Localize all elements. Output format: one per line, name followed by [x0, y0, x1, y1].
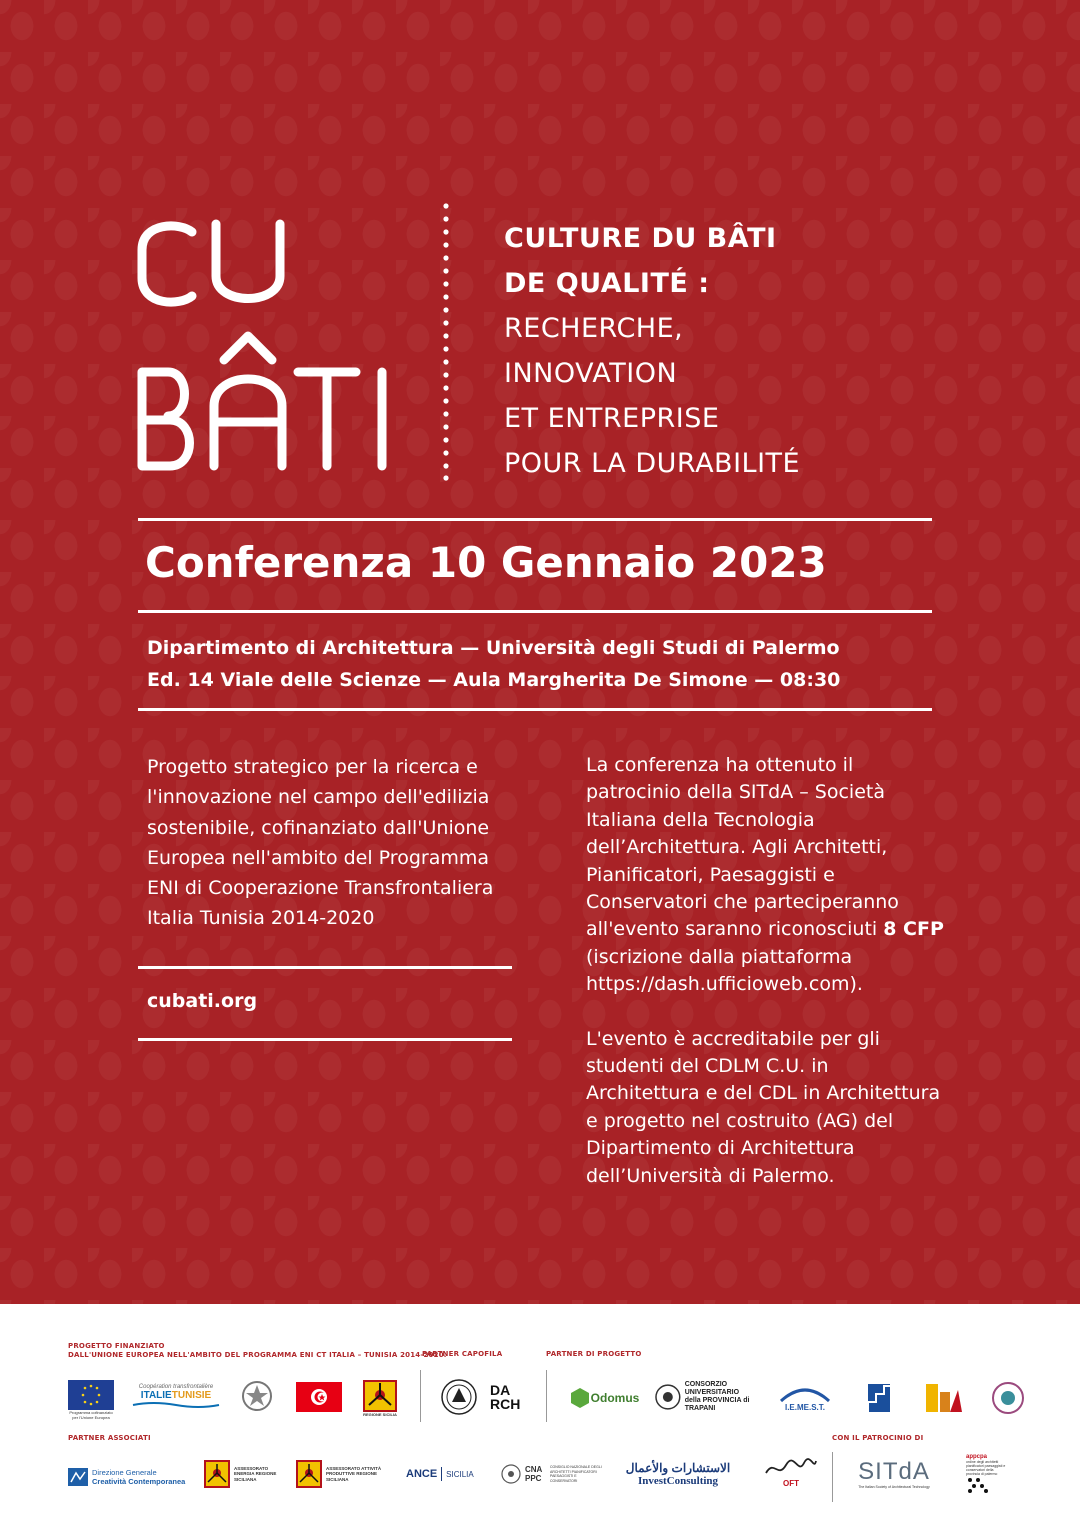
project-partners-label: PARTNER DI PROGETTO [546, 1350, 642, 1358]
conference-title: Conferenza 10 Gennaio 2023 [145, 538, 827, 587]
cubati-logo [130, 210, 400, 480]
venue-line: Dipartimento di Architettura — Università degli Studi di Palermo [147, 637, 840, 659]
appcpa-dots-icon [966, 1476, 990, 1494]
dgcc-line: Direzione Generale [92, 1468, 157, 1477]
funded-label [68, 1342, 447, 1360]
trinacria-icon [204, 1460, 230, 1488]
event-heading [504, 216, 800, 486]
heading-line: RECHERCHE, [504, 313, 684, 344]
assessorato-attivita-logo [296, 1458, 396, 1490]
footer-separator [420, 1370, 421, 1422]
consorzio-trapani-logo [654, 1380, 754, 1414]
funded-label-line: PROGETTO FINANZIATO [68, 1342, 165, 1350]
website-link[interactable]: cubati.org [147, 990, 258, 1012]
cnappc-emblem-icon [500, 1463, 522, 1485]
ance-name: ANCE [406, 1468, 438, 1480]
appcpa-name: appcpa [966, 1454, 988, 1460]
tunisie-word: TUNISIE [171, 1389, 212, 1401]
eu-caption: Programma cofinanziato per l'Unione Europea [69, 1410, 113, 1420]
energia-caption: ASSESSORATO ENERGIA REGIONE SICILIANA [234, 1465, 277, 1482]
regione-sicilia-logo [362, 1376, 398, 1420]
appcpa-sub: ordine degli architetti pianificatori paesaggisti e conservatori della provincia di palermo [966, 1460, 1006, 1476]
vertical-dotted-divider [441, 202, 451, 482]
cnappc-name: CNA PPC [525, 1465, 543, 1483]
consorzio-seal-icon [654, 1383, 682, 1411]
italie-tunisie-logo [128, 1376, 224, 1416]
consorzio-name: CONSORZIO UNIVERSITARIO della PROVINCIA di TRAPANI [684, 1381, 750, 1412]
odomus-logo [568, 1380, 640, 1416]
dgcc-line: Creatività Contemporanea [92, 1477, 186, 1486]
associated-partners-label: PARTNER ASSOCIATI [68, 1434, 151, 1442]
heading-line: CULTURE DU BÂTI [504, 223, 777, 254]
italie-word: ITALIE [140, 1389, 172, 1401]
heading-line: INNOVATION [504, 358, 678, 389]
odomus-name: Odomus [590, 1391, 640, 1405]
ance-sub: SICILIA [446, 1469, 474, 1479]
eu-flag-icon [68, 1380, 114, 1410]
patronage-paragraph [586, 752, 946, 999]
lead-partner-label: PARTNER CAPOFILA [422, 1350, 503, 1358]
partner-block-icon [866, 1382, 892, 1414]
odomus-hex-icon [569, 1387, 591, 1409]
divider-rule [138, 518, 932, 521]
sitda-sub: The Italian Society of Architectural Technology [858, 1485, 930, 1489]
heading-line: POUR LA DURABILITÉ [504, 448, 801, 479]
patronage-intro: La conferenza ha ottenuto il patrocinio della SITdA – Società Italiana della Tecnologia dell’Architettura. Agli Architetti, Pianificatori, Paesaggisti e Conservatori che parteciperanno all'evento saranno riconosciuti [586, 754, 899, 941]
partner-tower-icon [922, 1380, 964, 1416]
accreditation-paragraph: L'evento è accreditabile per gli studenti del CDLM C.U. in Architettura e del CDL in Architettura e progetto nel costruito (AG) del Dipartimento di Architettura dell’Università di Palermo. [586, 1027, 941, 1187]
cnappc-sub: CONSIGLIO NAZIONALE DEGLI ARCHITETTI PIANIFICATORI PAESAGGISTI E CONSERVATORI [550, 1465, 602, 1483]
sitda-name: SITdA [858, 1458, 930, 1485]
footer-separator [832, 1452, 833, 1502]
cnappc-logo [500, 1458, 608, 1490]
patronage-registration: (iscrizione dalla piattaforma https://dash.ufficioweb.com). [586, 945, 863, 996]
venue-info [147, 632, 840, 696]
heading-line: DE QUALITÉ : [504, 268, 710, 299]
eu-flag-logo [68, 1378, 114, 1422]
tunisia-flag-icon [296, 1382, 342, 1412]
ance-sicilia-logo [406, 1464, 482, 1484]
darch-logo: DA RCH [490, 1382, 521, 1412]
dgcc-logo [68, 1464, 186, 1490]
assessorato-energia-logo [204, 1458, 288, 1490]
sicilia-caption: REGIONE SICILIA [363, 1411, 397, 1417]
funded-label-line: DALL'UNIONE EUROPEA NELL'AMBITO DEL PROGRAMMA ENI CT ITALIA – TUNISIA 2014-2020. [68, 1351, 447, 1359]
heading-line: ET ENTREPRISE [504, 403, 720, 434]
divider-rule [138, 1038, 512, 1041]
sponsor-footer [0, 1304, 1080, 1528]
invest-arabic: الاستشارات والأعمال [625, 1460, 731, 1475]
venue-line: Ed. 14 Viale delle Scienze — Aula Margherita De Simone — 08:30 [147, 669, 841, 691]
trinacria-icon [363, 1380, 397, 1412]
divider-rule [138, 966, 512, 969]
sitda-logo [854, 1454, 934, 1494]
oft-logo [762, 1452, 820, 1492]
oft-signature-icon [764, 1457, 818, 1479]
project-description: Progetto strategico per la ricerca e l'innovazione nel campo dell'edilizia sostenibile, cofinanziato dall'Unione Europea nell'ambito del Programma ENI di Cooperazione Transfrontaliera Italia Tunisia 2014-2020 [147, 756, 494, 930]
iemest-arch-icon [777, 1385, 833, 1403]
italy-emblem-icon [240, 1378, 274, 1414]
partner-seal-icon [990, 1380, 1026, 1416]
divider-rule [138, 610, 932, 613]
iemest-name: I.E.ME.S.T. [784, 1402, 825, 1412]
footer-separator [546, 1370, 547, 1422]
patronage-info [586, 752, 946, 1190]
iemest-logo [776, 1380, 834, 1416]
unipa-seal-icon [440, 1378, 478, 1416]
invest-name: InvestConsulting [637, 1474, 719, 1487]
wave-icon [131, 1401, 221, 1409]
oft-name: OFT [783, 1478, 799, 1488]
cfp-credits: 8 CFP [883, 918, 944, 941]
mic-icon [68, 1468, 88, 1486]
divider-rule [138, 708, 932, 711]
invest-consulting-logo [622, 1458, 734, 1490]
patronage-label: CON IL PATROCINIO DI [832, 1434, 924, 1442]
appcpa-logo [966, 1446, 1010, 1502]
italie-script: Coopération transfrontalière [138, 1383, 214, 1390]
attivita-caption: ASSESSORATO ATTIVITÀ PRODUTTIVE REGIONE SICILIANA [326, 1465, 382, 1482]
trinacria-icon [296, 1460, 322, 1488]
